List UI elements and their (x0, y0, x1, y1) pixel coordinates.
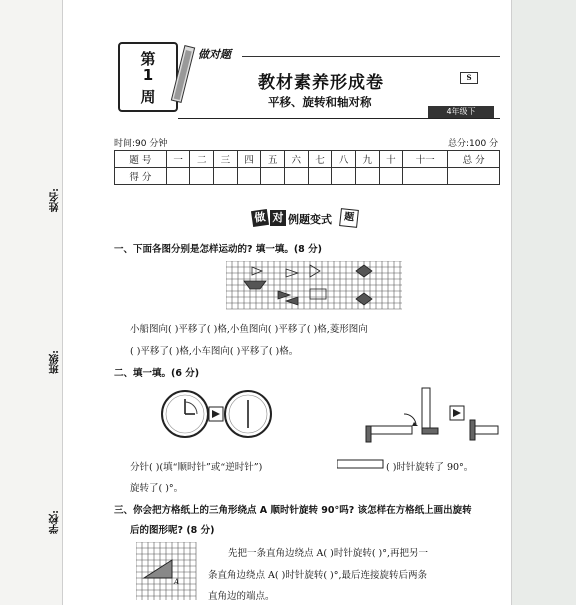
car-shape (310, 289, 326, 299)
grade-badge: 4年级下 (428, 106, 494, 118)
page-title: 教材素养形成卷 (258, 73, 384, 93)
school-label: 学校: (50, 510, 61, 534)
question-3-title-2: 后的图形呢? (8 分) (130, 525, 215, 536)
fish-shape (278, 291, 290, 299)
worksheet-header (118, 42, 500, 116)
clock-rotation-figure (160, 388, 274, 440)
score-table (114, 150, 500, 185)
pencil-icon (168, 40, 202, 114)
total-info: 总分:100 分 (448, 139, 499, 149)
logo-text: 做对题 (198, 48, 231, 61)
ruler-small-icon (337, 459, 385, 469)
score-table-header-row: 题 号 一 二 三 四 五 六 七 八 九 十 十一 总 分 (115, 151, 500, 168)
q1-line-1: 小船图向( )平移了( )格,小鱼图向( )平移了( )格,菱形图向 (130, 324, 368, 335)
class-label: 班级: (50, 350, 61, 374)
question-1-title: 一、下面各图分别是怎样运动的? 填一填。(8 分) (114, 244, 322, 255)
question-2-title: 二、填一填。(6 分) (114, 368, 200, 379)
q1-grid-figure (226, 261, 402, 311)
boat-shape (244, 281, 266, 289)
q1-line-2: ( )平移了( )格,小车图向( )平移了( )格。 (130, 346, 299, 357)
score-table-row: 得 分 (115, 168, 500, 185)
name-label: 姓名: (50, 188, 61, 212)
q3-line-2: 条直角边绕点 A( )时针旋转( )°,最后连接旋转后两条 (208, 570, 428, 581)
s-badge: S (460, 72, 478, 84)
point-a-label: A (174, 578, 180, 586)
week-badge: 第 1 周 (118, 42, 178, 112)
time-info: 时间:90 分钟 (114, 139, 168, 149)
q3-line-3: 直角边的端点。 (208, 591, 275, 602)
q2-line-2: 旋转了( )°。 (130, 483, 184, 494)
q3-grid-figure (136, 542, 200, 604)
q2-line-1b: ( )时针旋转了 90°。 (386, 462, 474, 473)
page-subtitle: 平移、旋转和轴对称 (268, 95, 372, 109)
question-3-title: 三、你会把方格纸上的三角形绕点 A 顺时针旋转 90°吗? 该怎样在方格纸上画出旋转 (114, 505, 472, 516)
ruler-rotation-figure (360, 384, 500, 446)
q2-line-1: 分针( )(填“顺时针”或“逆时针”) (130, 462, 263, 473)
section-logo: 做 对 例题变式 题 (252, 208, 362, 230)
q3-line-1: 先把一条直角边绕点 A( )时针旋转( )°,再把另一 (228, 548, 429, 559)
